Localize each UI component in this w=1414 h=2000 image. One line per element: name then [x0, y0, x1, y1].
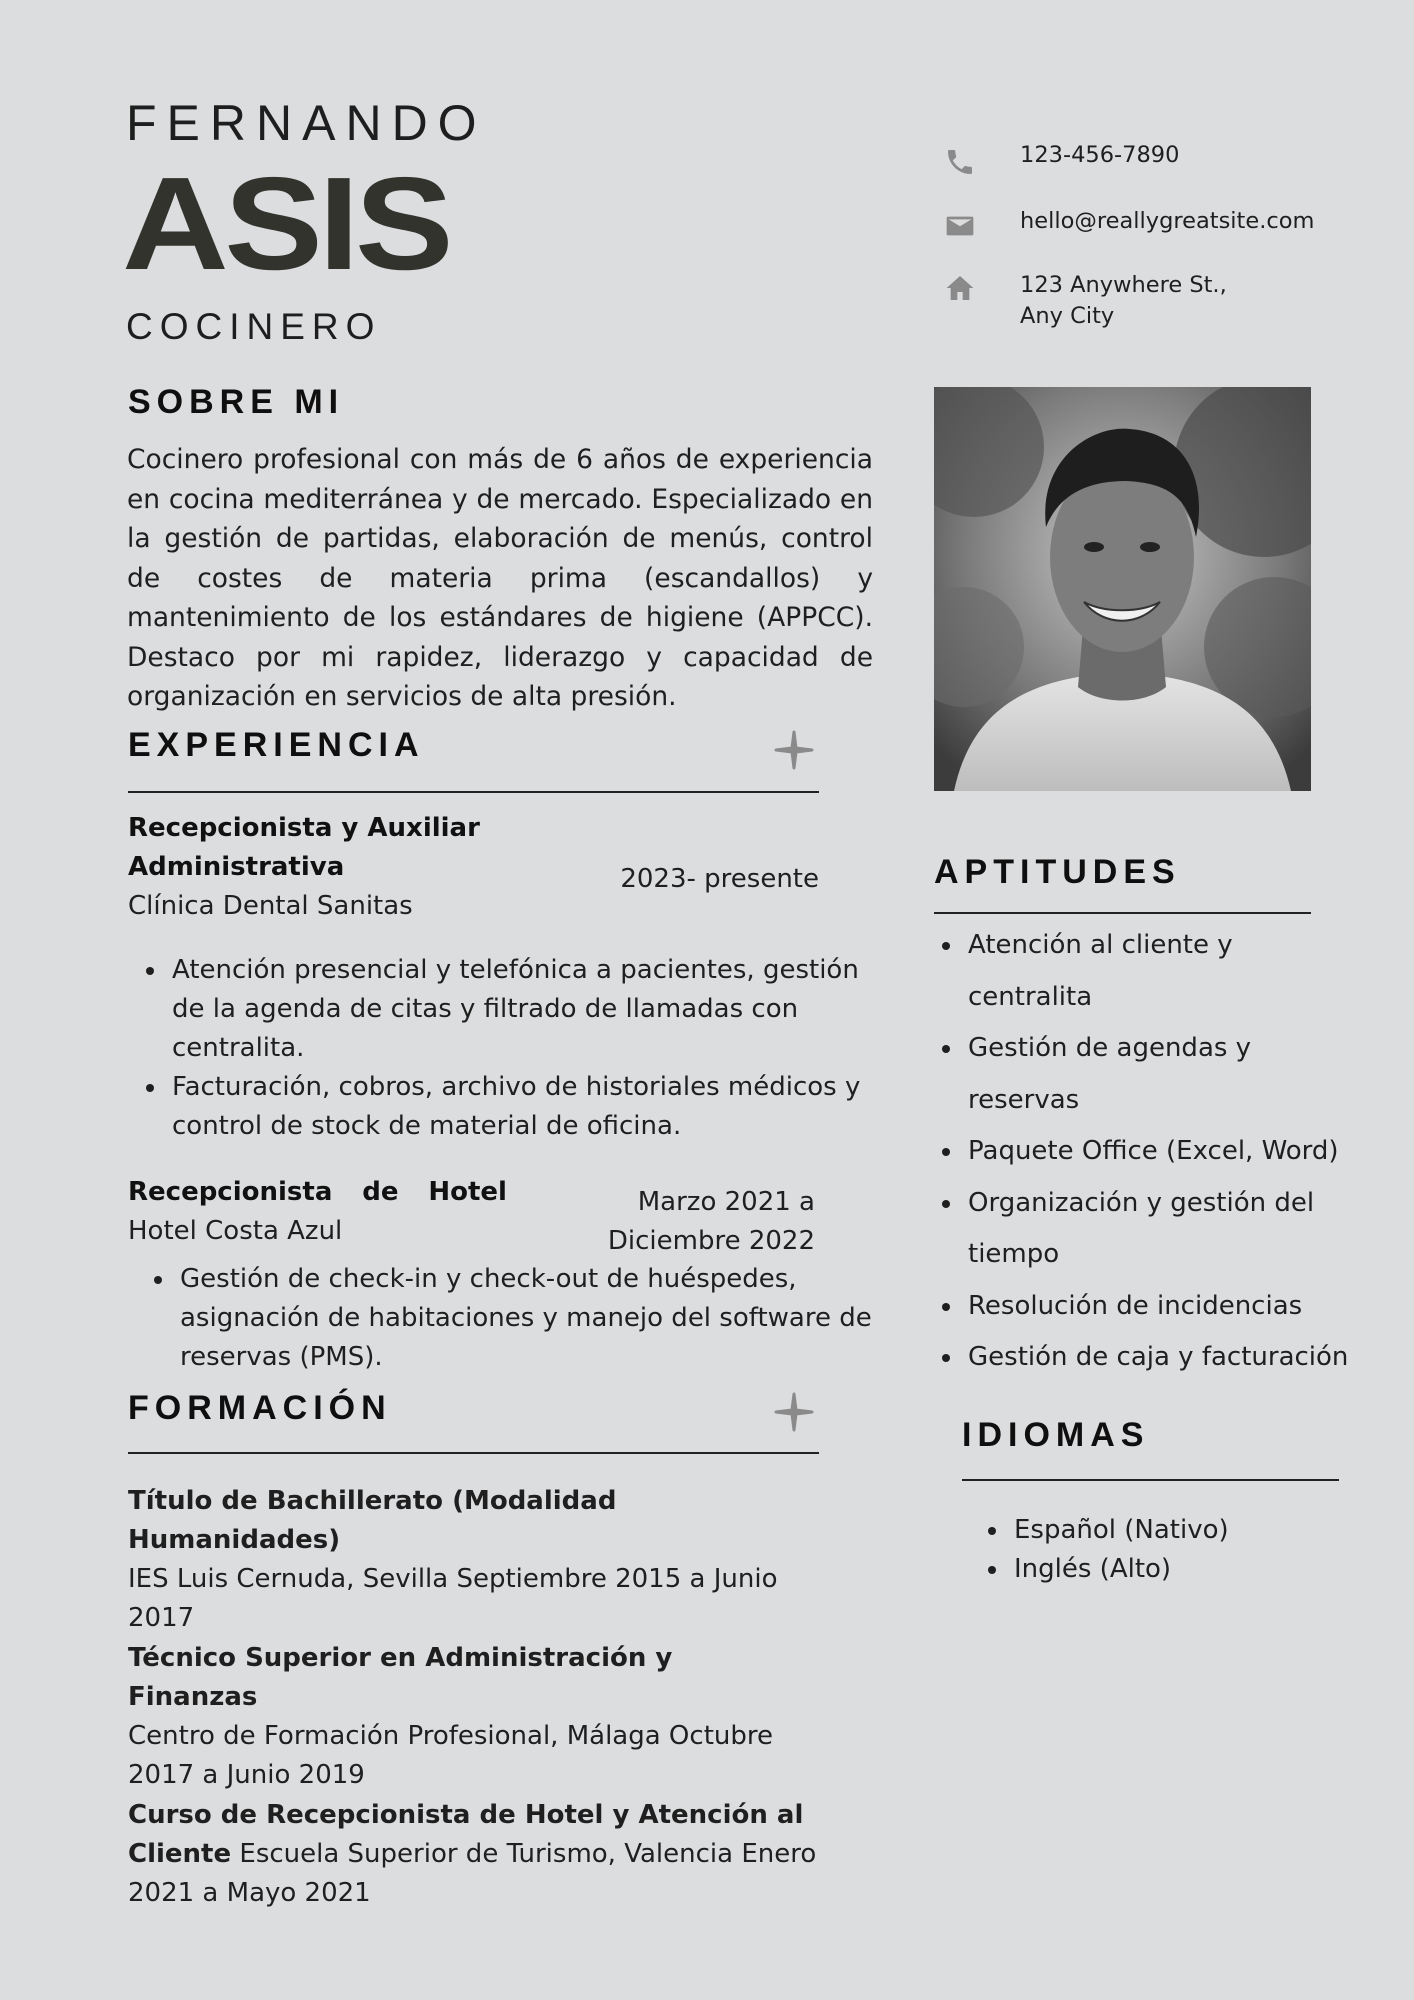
skill-item: • Paquete Office (Excel, Word): [964, 1126, 1364, 1178]
education-detail: Centro de Formación Profesional, Málaga Octubre 2017 a Junio 2019: [128, 1721, 773, 1790]
skills-title: APTITUDES: [934, 853, 1181, 891]
last-name: ASIS: [122, 150, 450, 297]
education-title-text: Curso de Recepcionista de Hotel y Atención al Cliente: [128, 1800, 804, 1869]
job-role-word: Hotel: [428, 1177, 507, 1207]
languages-title: IDIOMAS: [962, 1416, 1150, 1454]
first-name: FERNANDO: [126, 95, 487, 151]
language-item: • Inglés (Alto): [1010, 1550, 1340, 1589]
plus-icon: [774, 1392, 814, 1432]
education-item: [128, 1796, 838, 1913]
languages-list: [1010, 1511, 1340, 1589]
address-line1: 123 Anywhere St.,: [1020, 272, 1227, 298]
education-title-text: Técnico Superior en Administración y Finanzas: [128, 1643, 673, 1712]
job-company: Hotel Costa Azul: [128, 1216, 343, 1246]
experience-title: EXPERIENCIA: [128, 726, 425, 764]
job-role-line2: Administrativa: [128, 852, 345, 882]
education-title: FORMACIÓN: [128, 1389, 392, 1427]
job-date-line2: Diciembre 2022: [607, 1226, 815, 1256]
job-role-line1: Recepcionista y Auxiliar: [128, 813, 480, 843]
contact-block: [944, 140, 1364, 340]
job-bullet: • Atención presencial y telefónica a pacientes, gestión de la agenda de citas y filtrado de llamadas con centralita.: [168, 951, 878, 1068]
phone-number: 123-456-7890: [1020, 142, 1180, 168]
skill-item: • Organización y gestión del tiempo: [964, 1178, 1364, 1281]
address-line2: Any City: [1020, 303, 1115, 329]
skill-item: • Atención al cliente y centralita: [964, 920, 1364, 1023]
about-text: Cocinero profesional con más de 6 años de experiencia en cocina mediterránea y de mercado. Especializado en la gestión de partidas, elaboración de menús, control de costes de materia prima (escandallos) y mantenimiento de los estándares de higiene (APPCC). Destaco por mi rapidez, liderazgo y capacidad de organización en servicios de alta presión.: [127, 444, 873, 712]
skill-item: • Resolución de incidencias: [964, 1281, 1364, 1333]
language-item: • Español (Nativo): [1010, 1511, 1340, 1550]
experience-divider: [128, 791, 819, 793]
education-title-text: Título de Bachillerato (Modalidad Humanidades): [128, 1486, 617, 1555]
languages-divider: [962, 1479, 1339, 1481]
home-icon: [944, 272, 976, 304]
plus-icon: [774, 730, 814, 770]
job-role: [128, 1173, 507, 1212]
skills-list: [964, 920, 1364, 1384]
phone-icon: [944, 146, 976, 178]
job-title: COCINERO: [126, 306, 382, 347]
job-role-word: de: [362, 1177, 399, 1207]
job-company: Clínica Dental Sanitas: [128, 891, 413, 921]
job-role-word: Recepcionista: [128, 1177, 333, 1207]
job-bullets: [176, 1260, 888, 1377]
portrait-illustration: [934, 387, 1311, 791]
job-bullets: [168, 951, 878, 1146]
job-bullet: • Facturación, cobros, archivo de historiales médicos y control de stock de material de oficina.: [168, 1068, 878, 1146]
job-bullet: • Gestión de check-in y check-out de huéspedes, asignación de habitaciones y manejo del software de reservas (PMS).: [176, 1260, 888, 1377]
job-date: 2023- presente: [620, 864, 819, 894]
education-divider: [128, 1452, 819, 1454]
email-address: hello@reallygreatsite.com: [1020, 208, 1315, 234]
education-item: [128, 1482, 788, 1638]
email-icon: [944, 210, 976, 242]
education-detail: IES Luis Cernuda, Sevilla Septiembre 2015 a Junio 2017: [128, 1564, 778, 1633]
skills-divider: [934, 912, 1311, 914]
job-date-line1: Marzo 2021 a: [637, 1187, 815, 1217]
skill-item: • Gestión de agendas y reservas: [964, 1023, 1364, 1126]
education-detail: Escuela Superior de Turismo, Valencia Enero 2021 a Mayo 2021: [128, 1839, 817, 1908]
profile-photo: [934, 387, 1311, 791]
education-item: [128, 1639, 788, 1795]
about-title: SOBRE MI: [128, 383, 345, 421]
skill-item: • Gestión de caja y facturación: [964, 1332, 1364, 1384]
